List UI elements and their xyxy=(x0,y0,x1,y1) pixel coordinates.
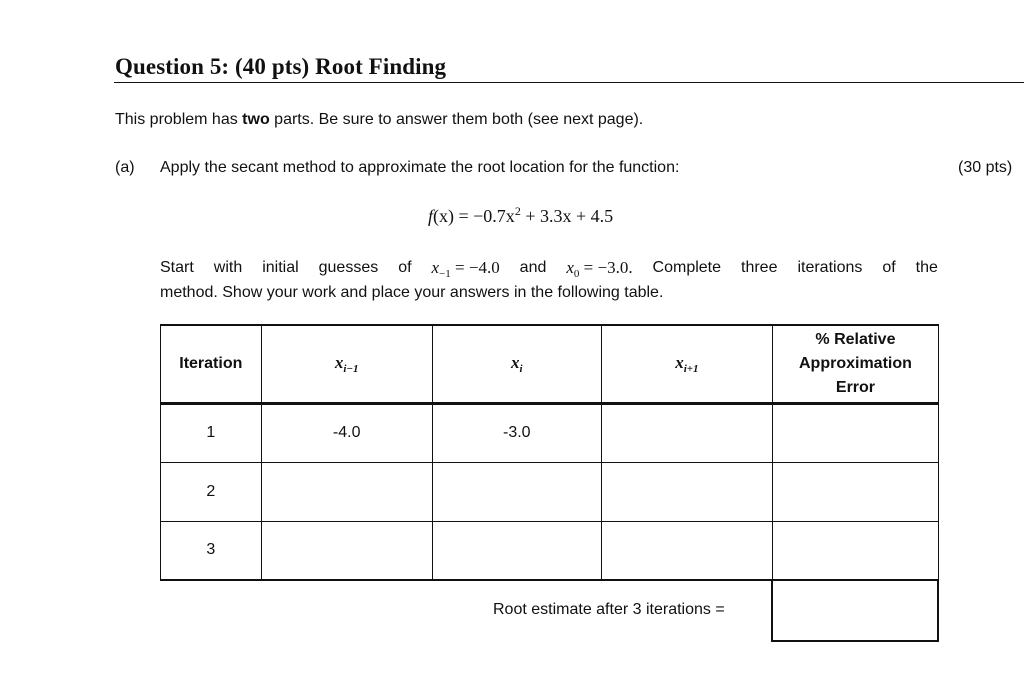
cell-x-prev[interactable] xyxy=(261,521,432,580)
cell-iteration: 1 xyxy=(161,403,262,462)
cell-error[interactable] xyxy=(772,403,938,462)
initial-guess-1 xyxy=(432,255,500,280)
instructions-line-2: method. Show your work and place your answers in the following table. xyxy=(160,284,664,301)
guess-1-var: x xyxy=(431,258,440,277)
instr-word: guesses xyxy=(318,259,379,276)
cell-error[interactable] xyxy=(772,462,938,521)
root-estimate-label: Root estimate after 3 iterations = xyxy=(493,601,725,618)
equation-f: f xyxy=(428,206,434,226)
table-row xyxy=(161,462,939,521)
table-row xyxy=(161,403,939,462)
cell-iteration: 3 xyxy=(161,521,262,580)
intro-text xyxy=(115,111,643,129)
intro-before: This problem has xyxy=(115,111,243,128)
cell-x-prev[interactable] xyxy=(261,462,432,521)
header-x-next-sub: i+1 xyxy=(683,363,699,376)
header-x-prev-sub: i−1 xyxy=(343,363,359,376)
title-divider xyxy=(114,82,1024,83)
instr-word: of xyxy=(882,259,896,276)
header-x-prev-var: x xyxy=(334,353,344,373)
instr-word: and xyxy=(519,259,547,276)
header-x-curr-sub: i xyxy=(519,363,523,376)
instructions xyxy=(160,255,938,305)
header-error-line-1: % Relative xyxy=(815,330,896,348)
equation-rhs: + 3.3x + 4.5 xyxy=(520,206,614,226)
cell-x-prev[interactable]: -4.0 xyxy=(261,403,432,462)
instr-word: iterations xyxy=(797,259,863,276)
cell-error[interactable] xyxy=(772,521,938,580)
instr-word: three xyxy=(741,259,778,276)
question-title: Question 5: (40 pts) Root Finding xyxy=(115,54,447,79)
header-relative-error xyxy=(772,325,938,403)
cell-x-curr[interactable]: -3.0 xyxy=(432,403,601,462)
secant-iteration-table xyxy=(160,324,939,581)
cell-x-curr[interactable] xyxy=(432,521,601,580)
header-x-curr xyxy=(432,325,601,403)
function-equation xyxy=(428,206,613,227)
instructions-line-1 xyxy=(160,255,938,280)
guess-2-var: x xyxy=(566,258,574,277)
table-header-row xyxy=(161,325,939,403)
instr-word: Start xyxy=(160,259,194,276)
equation-lhs: (x) = −0.7x xyxy=(433,206,515,226)
instr-word: with xyxy=(213,259,243,276)
cell-x-next[interactable] xyxy=(601,403,772,462)
table-row xyxy=(161,521,939,580)
initial-guess-2 xyxy=(566,255,632,280)
instr-word: Complete xyxy=(652,259,722,276)
header-x-curr-var: x xyxy=(510,353,520,373)
part-a-prompt: Apply the secant method to approximate the root location for the function: xyxy=(160,159,680,176)
guess-1-sub: −1 xyxy=(439,268,451,280)
instr-word: of xyxy=(398,259,412,276)
guess-1-value: = −4.0 xyxy=(450,258,500,277)
header-error-line-3: Error xyxy=(835,378,876,396)
cell-iteration: 2 xyxy=(161,462,262,521)
header-x-next xyxy=(601,325,772,403)
header-x-next-var: x xyxy=(675,353,684,373)
guess-2-sub: 0 xyxy=(573,268,580,280)
header-x-prev xyxy=(261,325,432,403)
guess-2-value: = −3.0. xyxy=(579,258,633,277)
header-iteration: Iteration xyxy=(161,325,262,403)
header-error-line-2: Approximation xyxy=(799,354,912,372)
part-a-points: (30 pts) xyxy=(958,159,1013,176)
instr-word: initial xyxy=(262,259,299,276)
cell-x-next[interactable] xyxy=(601,521,772,580)
cell-x-curr[interactable] xyxy=(432,462,601,521)
intro-after: parts. Be sure to answer them both (see next page). xyxy=(269,111,644,128)
root-estimate-answer-box[interactable] xyxy=(771,579,939,642)
cell-x-next[interactable] xyxy=(601,462,772,521)
part-a-label: (a) xyxy=(115,159,135,176)
intro-emphasis: two xyxy=(242,111,270,128)
equation-exponent: 2 xyxy=(514,204,521,218)
instr-word: the xyxy=(915,259,938,276)
